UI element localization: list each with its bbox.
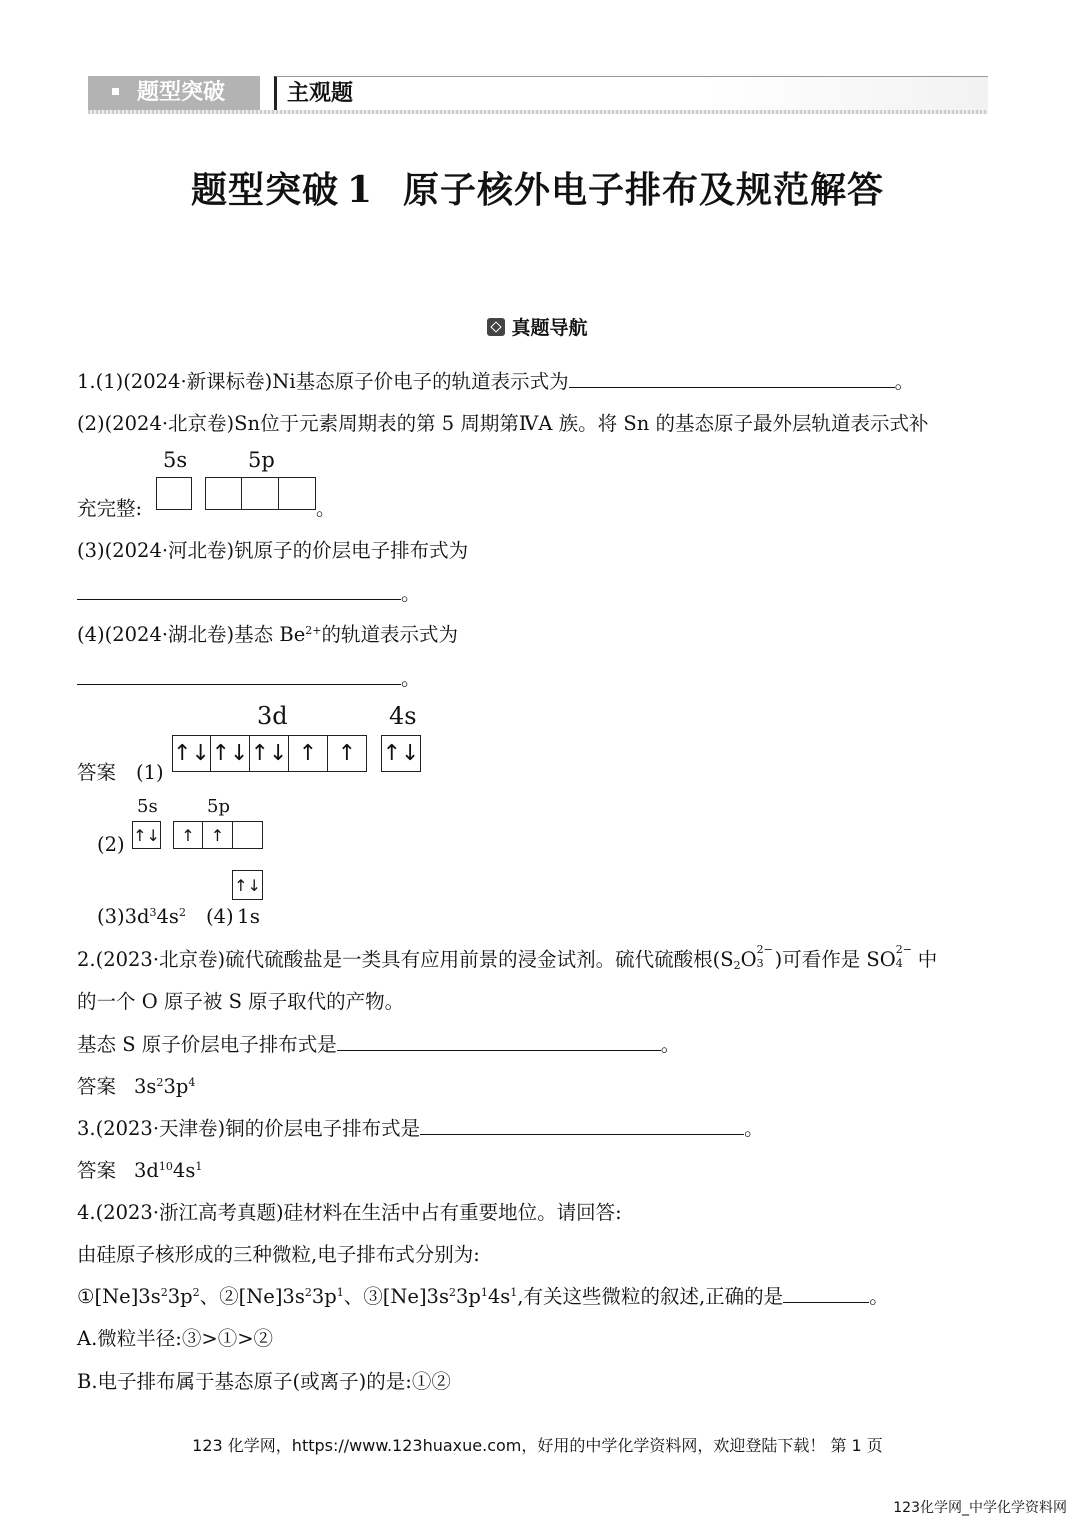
q1-part4-blank: 。	[77, 663, 421, 691]
blank-orbital-5s	[156, 477, 192, 510]
orbital-box	[205, 477, 242, 510]
orbital-label-5s: 5s	[163, 448, 188, 472]
title-subject: 原子核外电子排布及规范解答	[403, 169, 885, 211]
q1-answer1: 答案 (1)	[77, 761, 164, 784]
q2-part1: 2.(2023·北京卷)硫代硫酸盐是一类具有应用前景的浸金试剂。硫代硫酸根($S_2O$ 2− 3 )可看作是 SO 2− 4 中	[77, 943, 938, 972]
header-underline	[88, 110, 988, 114]
q1-part1: 1.(1)(2024·新课标卷)Ni基态原子价电子的轨道表示式为 。	[77, 370, 915, 393]
orbital-label-5s: 5s	[137, 796, 158, 817]
orbital-box: ↑↓	[211, 735, 250, 772]
orbital-box: ↑↓	[381, 735, 421, 772]
period: 。	[316, 497, 336, 520]
answer-orbital-5s	[132, 821, 161, 849]
q3-answer: 答案 $3d^{10}4s^1$	[77, 1159, 203, 1182]
q1-answer3-4: $(3)3d^34s^2$ (4)	[97, 905, 234, 928]
answer-blank	[569, 386, 895, 388]
q4-part3: $①[Ne]3s^23p^2$、$②[Ne]3s^23p^1$、$③[Ne]3s^23p^14s^1$,有关这些微粒的叙述,正确的是 。	[77, 1285, 889, 1308]
orbital-box: ↑↓	[172, 735, 211, 772]
q4-option-a: A.微粒半径:③>①>②	[77, 1327, 274, 1350]
q1-part2-cont: 充完整:	[77, 497, 143, 520]
orbital-box	[279, 477, 316, 510]
q2-answer: 答案 $3s^23p^4$	[77, 1075, 196, 1098]
q2-part3: 基态 S 原子价层电子排布式是 。	[77, 1033, 681, 1056]
orbital-box: ↑	[173, 821, 203, 849]
section-header	[88, 76, 988, 114]
page-title	[0, 162, 1075, 213]
watermark: 123化学网_中学化学资料网	[893, 1500, 1067, 1516]
orbital-box: ↑	[289, 735, 328, 772]
orbital-label-5p: 5p	[248, 448, 275, 472]
orbital-box	[156, 477, 192, 510]
answer-blank	[77, 683, 401, 685]
section-heading	[0, 313, 1075, 340]
orbital-label-5p: 5p	[207, 796, 230, 817]
q1-part4: (4)(2024·湖北卷)基态 $Be^{2+}$的轨道表示式为	[77, 623, 458, 646]
answer-blank	[420, 1133, 744, 1135]
diamond-icon	[487, 318, 505, 336]
answer-orbital-1s	[232, 870, 263, 900]
title-number: 1	[346, 169, 374, 211]
q1-answer2-num: (2)	[97, 833, 125, 856]
orbital-label-1s: 1s	[237, 904, 260, 928]
orbital-box: ↑↓	[232, 870, 263, 900]
answer-blank	[783, 1301, 869, 1303]
page-footer: 123 化学网，https://www.123huaxue.com，好用的中学化学资料网，欢迎登陆下载！ 第 1 页	[192, 1436, 883, 1455]
header-category	[88, 76, 260, 110]
square-bullet-icon	[112, 88, 119, 95]
header-type	[274, 76, 988, 110]
answer-orbital-3d	[172, 735, 367, 772]
orbital-label-3d: 3d	[257, 702, 288, 730]
q4-option-b: B.电子排布属于基态原子(或离子)的是:①②	[77, 1370, 451, 1393]
blank-orbital-5p	[205, 477, 316, 510]
section-heading-label: 真题导航	[511, 317, 588, 339]
q4-part2: 由硅原子核形成的三种微粒,电子排布式分别为:	[77, 1243, 480, 1266]
header-type-label: 主观题	[287, 81, 354, 106]
q1-part3: (3)(2024·河北卷)钒原子的价层电子排布式为	[77, 539, 469, 562]
orbital-box: ↑↓	[250, 735, 289, 772]
q4-part1: 4.(2023·浙江高考真题)硅材料在生活中占有重要地位。请回答:	[77, 1201, 622, 1224]
q1-part3-blank: 。	[77, 578, 421, 606]
orbital-box: ↑	[328, 735, 367, 772]
answer-blank	[337, 1049, 661, 1051]
answer-orbital-4s	[381, 735, 421, 772]
orbital-box	[242, 477, 279, 510]
q3-part1: 3.(2023·天津卷)铜的价层电子排布式是 。	[77, 1117, 764, 1140]
answer-blank	[77, 598, 401, 600]
orbital-label-4s: 4s	[389, 702, 417, 730]
answer-orbital-5p	[173, 821, 263, 849]
q1-part2: (2)(2024·北京卷)Sn位于元素周期表的第 5 周期第ⅣA 族。将 Sn 的基态原子最外层轨道表示式补	[77, 412, 929, 435]
q2-part2: 的一个 O 原子被 S 原子取代的产物。	[77, 990, 405, 1013]
orbital-box: ↑	[203, 821, 233, 849]
orbital-box	[233, 821, 263, 849]
orbital-box: ↑↓	[132, 821, 161, 849]
header-category-label: 题型突破	[137, 80, 226, 105]
title-main: 题型突破	[190, 169, 339, 211]
